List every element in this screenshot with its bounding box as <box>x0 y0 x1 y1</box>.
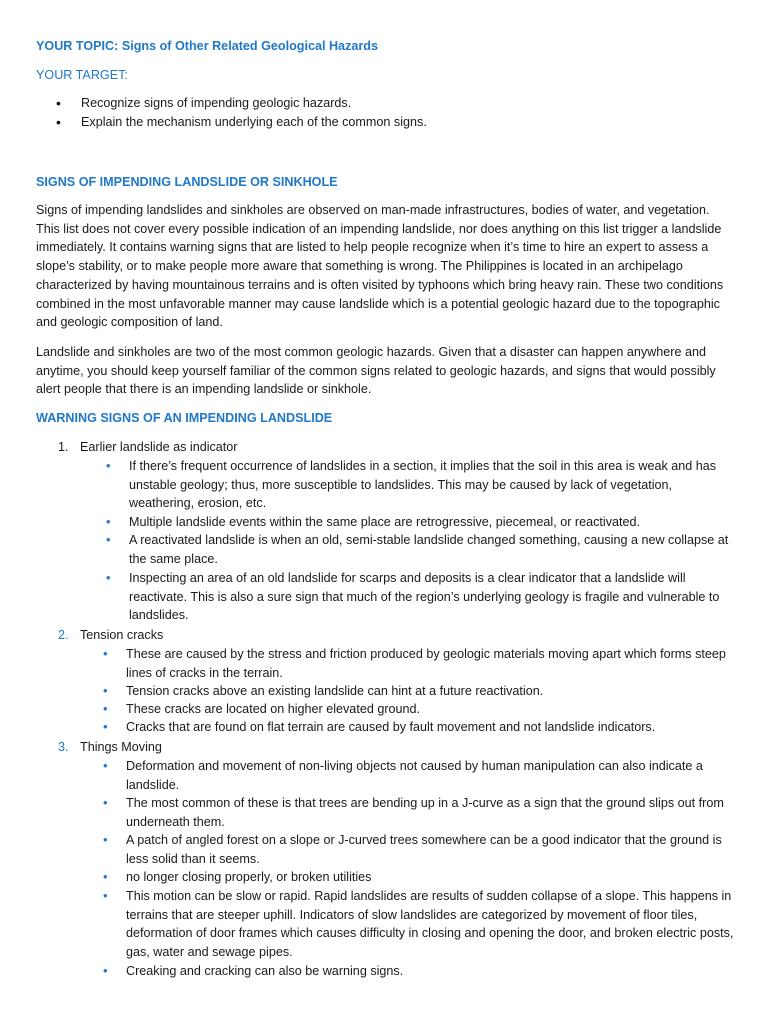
section-title-signs: SIGNS OF IMPENDING LANDSLIDE OR SINKHOLE <box>36 175 338 189</box>
bullet-icon: • <box>106 532 111 547</box>
target-item: • Recognize signs of impending geologic hazards. <box>56 95 352 111</box>
bullet-icon: • <box>106 458 111 473</box>
bullet-icon: • <box>103 701 108 716</box>
bullet-icon: • <box>56 95 61 111</box>
bullet-icon: • <box>103 795 108 810</box>
document-page: YOUR TOPIC: Signs of Other Related Geological Hazards YOUR TARGET: • Recognize signs of impending geologic hazards. • Explain the mechanism underlying each of the common signs. SIGNS OF IMPENDING LANDSLIDE OR SINKHOLE Signs of impending landslides and sinkholes are observed on man-made infrastructures, bodies of water, and vegetation. This list does not cover every possible indication of an impending landslide, nor does anything on this list trigger a landslide immediately. It contains warning signs that are listed to help people recognize when it’s time to hire an expert to assess a slope’s stability, or to make people more aware that something is wrong. The Philippines is located in an archipelago characterized by having mountainous terrains and is often visited by typhoons which bring heavy rain. These two conditions combined in the most unfavorable manner may cause landslide which is a potential geologic hazard due to the topographic and geologic composition of land. Landslide and sinkholes are two of the most common geologic hazards. Given that a disaster can happen anywhere and anytime, you should keep yourself familiar of the common signs related to geologic hazards, and signs that would possibly alert people that there is an impending landslide or sinkhole. WARNING SIGNS OF AN IMPENDING LANDSLIDE 1. Earlier landslide as indicator • If there’s frequent occurrence of landslides in a section, it implies that the soil in this area is weak and has unstable geology; thus, more susceptible to landslides. This may be caused by lack of vegetation, weathering, erosion, etc. • Multiple landslide events within the same place are retrogressive, piecemeal, or reactivated. • A reactivated landslide is when an old, semi-stable landslide changed something, causing a new collapse at the same place. • Inspecting an area of an old landslide for scarps and deposits is a clear indicator that a landslide will reactivate. This is also a sure sign that much of the region’s underlying geology is fragile and vulnerable to landslides. 2. Tension cracks • These are caused by the stress and friction produced by geologic materials moving apart which forms steep lines of cracks in the terrain. • Tension cracks above an existing landslide can hint at a future reactivation. • These cracks are located on higher elevated ground. • Cracks that are found on flat terrain are caused by fault movement and not landslide indicators. 3. Things Moving • Deformation and movement of non-living objects not caused by human manipulation can also indicate a landslide. • The most common of these is that trees are bending up in a J-curve as a sign that the ground slips out from underneath them. • A patch of angled forest on a slope or J-curved trees somewhere can be a good indicator that the ground is less solid than it seems. • no longer closing properly, or broken utilities • This motion can be slow or rapid. Rapid landslides are results of sudden collapse of a slope. This happens in terrains that are steeper uphill. Indicators of slow landslides are categorized by movement of floor tiles, deformation of door frames which causes difficulty in closing and opening the door, and broken electric posts, gas, water and sewage pipes. • Creaking and cracking can also be warning signs. <box>0 0 768 1024</box>
section-title-warning: WARNING SIGNS OF AN IMPENDING LANDSLIDE <box>36 411 333 425</box>
list-item-title: Things Moving <box>80 740 162 754</box>
bullet-icon: • <box>103 646 108 661</box>
list-item-heading <box>58 738 162 757</box>
target-label: YOUR TARGET: <box>36 68 128 82</box>
bullet-icon: • <box>103 683 108 698</box>
topic-heading: YOUR TOPIC: Signs of Other Related Geological Hazards <box>36 39 378 53</box>
bullet-icon: • <box>106 514 111 529</box>
bullet-icon: • <box>103 869 108 884</box>
paragraph-hazards: Landslide and sinkholes are two of the most common geologic hazards. Given that a disaster can happen anywhere and anytime, you should keep yourself familiar of the common signs related to geologic hazards, and signs that would possibly alert people that there is an impending landslide or sinkhole. <box>36 345 716 397</box>
list-item-title: Earlier landslide as indicator <box>80 440 238 454</box>
list-number: 3. <box>58 740 69 754</box>
bullet-icon: • <box>106 570 111 585</box>
target-item: • Explain the mechanism underlying each of the common signs. <box>56 114 427 130</box>
bullet-icon: • <box>103 888 108 903</box>
bullet-icon: • <box>103 963 108 978</box>
bullet-icon: • <box>103 832 108 847</box>
bullet-icon: • <box>56 114 61 130</box>
list-item-title: Tension cracks <box>80 628 164 642</box>
target-list <box>0 94 700 132</box>
list-item-heading <box>58 438 238 457</box>
paragraph-intro: Signs of impending landslides and sinkholes are observed on man-made infrastructures, bodies of water, and vegetation. This list does not cover every possible indication of an impending landslide, nor does anything on this list trigger a landslide immediately. It contains warning signs that are listed to help people recognize when it’s time to hire an expert to assess a slope’s stability, or to make people more aware that something is wrong. The Philippines is located in an archipelago characterized by having mountainous terrains and is often visited by typhoons which bring heavy rain. These two conditions combined in the most unfavorable manner may cause landslide which is a potential geologic hazard due to the topographic and geologic composition of land. <box>36 203 724 330</box>
bullet-icon: • <box>103 719 108 734</box>
list-item-heading <box>58 626 163 645</box>
list-number: 1. <box>58 440 69 454</box>
bullet-icon: • <box>103 758 108 773</box>
list-number: 2. <box>58 628 69 642</box>
